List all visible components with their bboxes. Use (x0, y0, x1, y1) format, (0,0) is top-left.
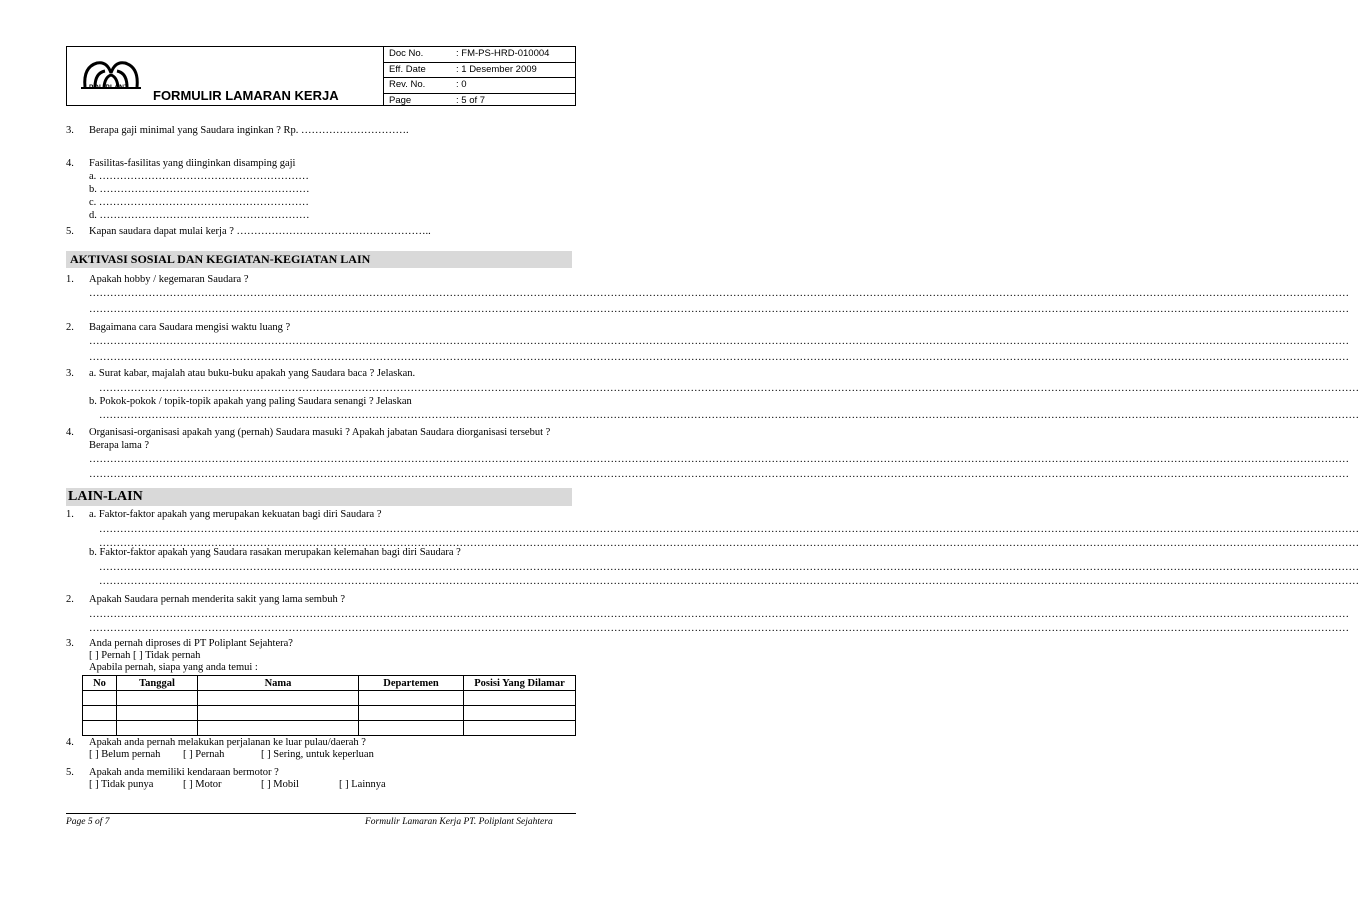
facility-item-a[interactable]: a. …………………………………………………… (89, 171, 309, 182)
col-posisi: Posisi Yang Dilamar (464, 676, 576, 691)
vehicle-option-motor[interactable]: [ ] Motor (183, 779, 222, 790)
question-number: 4. (66, 427, 74, 438)
answer-line[interactable]: ……………………………………………………………………………………………………………………………………………………………………………………………………………………………………………………………………………………………………………………………… (89, 288, 1349, 299)
question-hobby: Apakah hobby / kegemaran Saudara ? (89, 274, 249, 285)
question-number: 3. (66, 125, 74, 136)
answer-line[interactable]: ……………………………………………………………………………………………………………………………………………………………………………………………………………………………………………………………………………………………………………………………… (89, 304, 1349, 315)
footer-divider (66, 813, 576, 814)
question-number: 1. (66, 509, 74, 520)
answer-line[interactable]: ……………………………………………………………………………………………………………………………………………………………………………………………………………………………………………………………………………………………………………………………… (89, 352, 1349, 363)
question-number: 4. (66, 158, 74, 169)
table-row[interactable] (83, 721, 576, 736)
meta-row-eff-date: Eff. Date : 1 Desember 2009 (384, 63, 575, 79)
processed-followup: Apabila pernah, siapa yang anda temui : (89, 662, 258, 673)
doc-meta-table (384, 47, 575, 108)
logo-text: POLIPLANT (89, 84, 129, 91)
footer-document-name: Formulir Lamaran Kerja PT. Poliplant Sejahtera (365, 817, 553, 827)
vehicle-option-none[interactable]: [ ] Tidak punya (89, 779, 154, 790)
question-processed-before: Anda pernah diproses di PT Poliplant Sejahtera? (89, 638, 293, 649)
question-travel: Apakah anda pernah melakukan perjalanan ke luar pulau/daerah ? (89, 737, 366, 748)
answer-line[interactable]: ……………………………………………………………………………………………………………………………………………………………………………………………………………………………………………………………………………………………………………………………… (89, 623, 1349, 634)
question-organizations-duration: Berapa lama ? (89, 440, 150, 451)
question-number: 3. (66, 368, 74, 379)
facility-item-d[interactable]: d. …………………………………………………… (89, 210, 310, 221)
footer-page-number: Page 5 of 7 (66, 817, 110, 827)
question-number: 5. (66, 226, 74, 237)
question-number: 1. (66, 274, 74, 285)
meta-row-rev-no: Rev. No. : 0 (384, 78, 575, 94)
question-number: 2. (66, 322, 74, 333)
meta-row-doc-no: Doc No. : FM-PS-HRD-010004 (384, 47, 575, 63)
answer-line[interactable]: ……………………………………………………………………………………………………………………………………………………………………………………………………………………………………………………………………………………………………………………………… (99, 538, 1359, 549)
question-topics: b. Pokok-pokok / topik-topik apakah yang paling Saudara senangi ? Jelaskan (89, 396, 412, 407)
travel-option-once[interactable]: [ ] Pernah (183, 749, 225, 760)
col-tanggal: Tanggal (117, 676, 198, 691)
answer-line[interactable]: ……………………………………………………………………………………………………………………………………………………………………………………………………………………………………………………………………………………………………………………………… (89, 454, 1349, 465)
answer-line[interactable]: ……………………………………………………………………………………………………………………………………………………………………………………………………………………………………………………………………………………………………………………………… (99, 383, 1359, 394)
question-illness: Apakah Saudara pernah menderita sakit yang lama sembuh ? (89, 594, 345, 605)
form-title: FORMULIR LAMARAN KERJA (153, 88, 339, 103)
answer-line[interactable]: ……………………………………………………………………………………………………………………………………………………………………………………………………………………………………………………………………………………………………………………………… (89, 609, 1349, 620)
question-vehicle: Apakah anda memiliki kendaraan bermotor ? (89, 767, 279, 778)
contact-table (82, 675, 576, 736)
travel-option-never[interactable]: [ ] Belum pernah (89, 749, 161, 760)
processed-options[interactable]: [ ] Pernah [ ] Tidak pernah (89, 650, 201, 661)
facility-item-c[interactable]: c. …………………………………………………… (89, 197, 309, 208)
question-reading: a. Surat kabar, majalah atau buku-buku apakah yang Saudara baca ? Jelaskan. (89, 368, 416, 379)
vehicle-option-car[interactable]: [ ] Mobil (261, 779, 299, 790)
col-no: No (83, 676, 117, 691)
answer-line[interactable]: ……………………………………………………………………………………………………………………………………………………………………………………………………………………………………………………………………………………………………………………………… (99, 562, 1359, 573)
meta-row-page: Page : 5 of 7 (389, 94, 486, 106)
document-header (66, 46, 576, 106)
table-header-row (83, 676, 576, 691)
col-departemen: Departemen (359, 676, 464, 691)
question-leisure: Bagaimana cara Saudara mengisi waktu luang ? (89, 322, 291, 333)
vehicle-option-other[interactable]: [ ] Lainnya (339, 779, 386, 790)
answer-line[interactable]: ……………………………………………………………………………………………………………………………………………………………………………………………………………………………………………………………………………………………………………………………… (99, 410, 1359, 421)
question-facilities: Fasilitas-fasilitas yang diinginkan disamping gaji (89, 158, 296, 169)
facility-item-b[interactable]: b. …………………………………………………… (89, 184, 310, 195)
table-row[interactable] (83, 706, 576, 721)
section-title-other: LAIN-LAIN (66, 488, 572, 506)
question-organizations: Organisasi-organisasi apakah yang (pernah) Saudara masuki ? Apakah jabatan Saudara diorganisasi tersebut ? (89, 427, 551, 438)
question-number: 4. (66, 737, 74, 748)
question-number: 5. (66, 767, 74, 778)
question-salary: Berapa gaji minimal yang Saudara inginkan ? Rp. …………………………. (89, 125, 409, 136)
question-number: 3. (66, 638, 74, 649)
question-start-date: Kapan saudara dapat mulai kerja ? ……………………………………………….. (89, 226, 431, 237)
question-weaknesses: b. Faktor-faktor apakah yang Saudara rasakan merupakan kelemahan bagi diri Saudara ? (89, 547, 461, 558)
answer-line[interactable]: ……………………………………………………………………………………………………………………………………………………………………………………………………………………………………………………………………………………………………………………………… (89, 336, 1349, 347)
col-nama: Nama (198, 676, 359, 691)
answer-line[interactable]: ……………………………………………………………………………………………………………………………………………………………………………………………………………………………………………………………………………………………………………………………… (89, 469, 1349, 480)
question-number: 2. (66, 594, 74, 605)
section-title-social-activities: AKTIVASI SOSIAL DAN KEGIATAN-KEGIATAN LAIN (66, 251, 572, 268)
question-strengths: a. Faktor-faktor apakah yang merupakan kekuatan bagi diri Saudara ? (89, 509, 382, 520)
travel-option-often[interactable]: [ ] Sering, untuk keperluan (261, 749, 374, 760)
answer-line[interactable]: ……………………………………………………………………………………………………………………………………………………………………………………………………………………………………………………………………………………………………………………………… (99, 524, 1359, 535)
answer-line[interactable]: ……………………………………………………………………………………………………………………………………………………………………………………………………………………………………………………………………………………………………………………………… (99, 576, 1359, 587)
table-row[interactable] (83, 691, 576, 706)
